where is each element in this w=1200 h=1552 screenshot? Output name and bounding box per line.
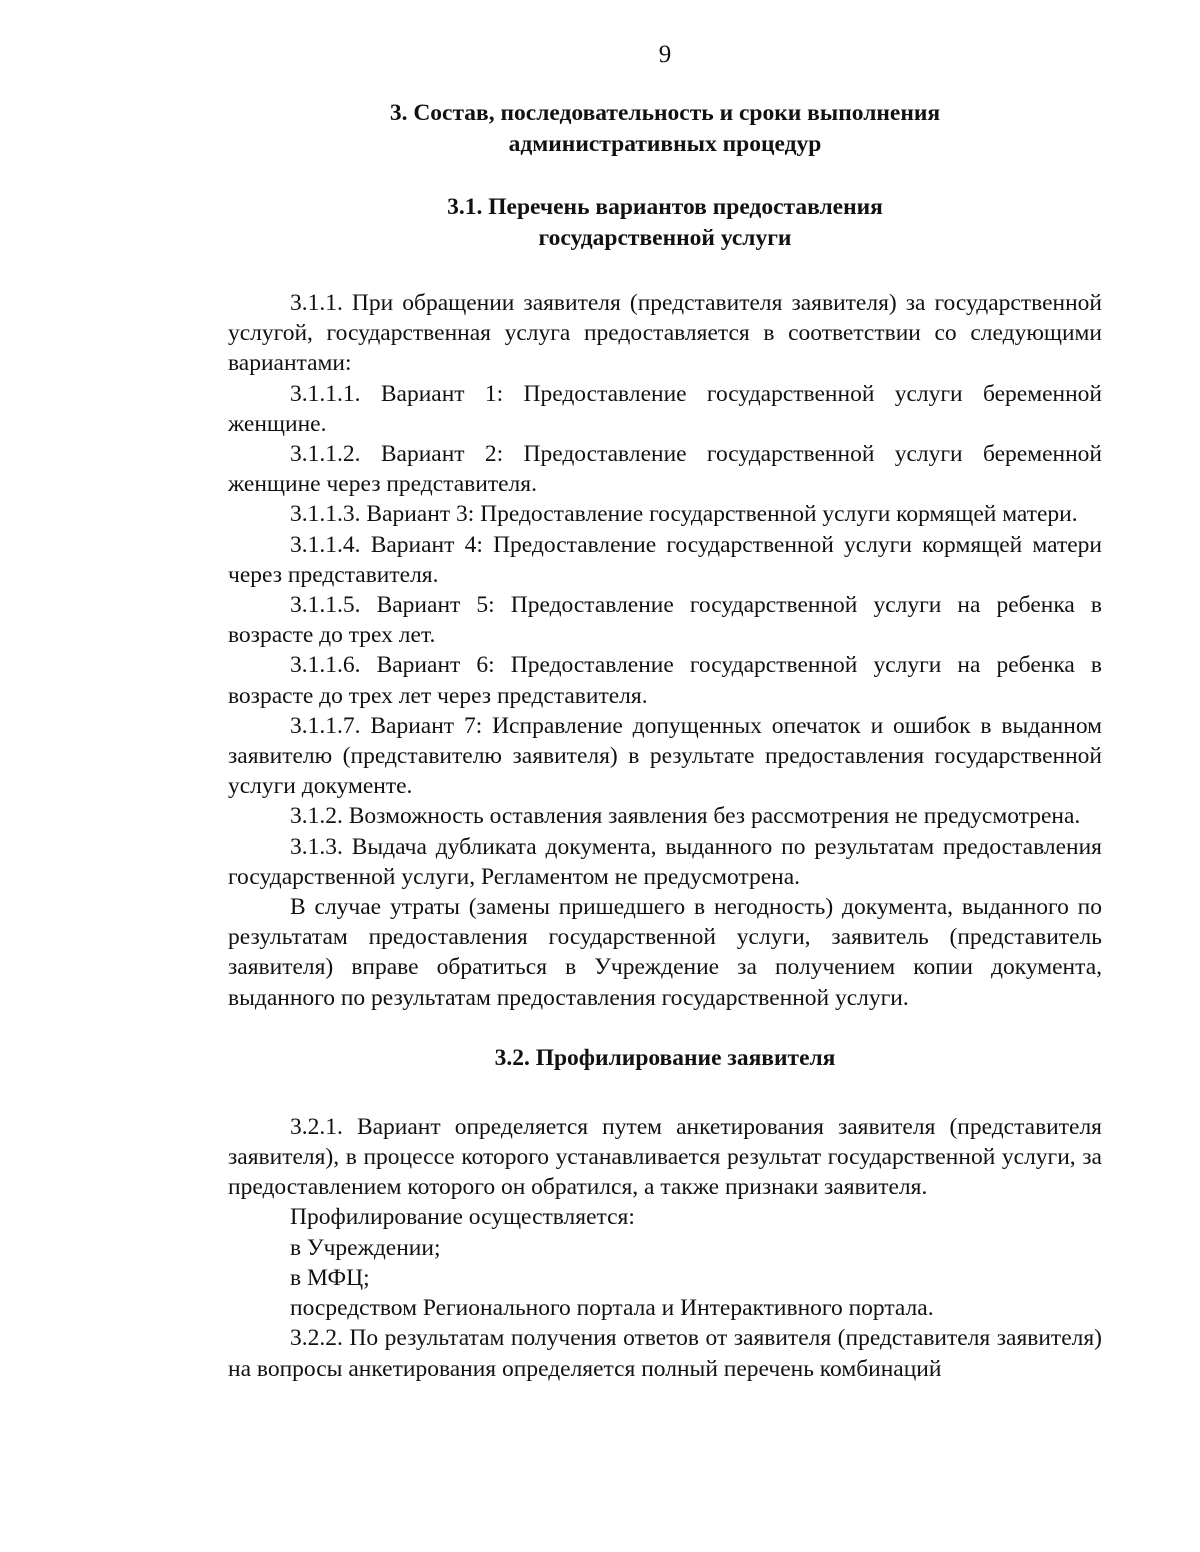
paragraph-variant-6: 3.1.1.6. Вариант 6: Предоставление государственной услуги на ребенка в возрасте до трех лет через представителя. <box>228 652 1102 709</box>
section-3-1-body <box>228 288 1102 1013</box>
subsection-heading-3-1-line1: 3.1. Перечень вариантов предоставления <box>447 194 883 220</box>
section-3-2-body <box>228 1112 1102 1384</box>
paragraph-3-2-1: 3.2.1. Вариант определяется путем анкетирования заявителя (представителя заявителя), в процессе которого устанавливается результат государственной услуги, за предоставлением которого он обратился, а также признаки заявителя. <box>228 1113 1102 1201</box>
paragraph-variant-2: 3.1.1.2. Вариант 2: Предоставление государственной услуги беременной женщине через представителя. <box>228 441 1102 498</box>
list-item-institution: в Учреждении; <box>290 1234 441 1261</box>
section-heading-3-line2: административных процедур <box>508 131 822 157</box>
paragraph-variant-4: 3.1.1.4. Вариант 4: Предоставление государственной услуги кормящей матери через представителя. <box>228 531 1102 588</box>
paragraph-3-2-2: 3.2.2. По результатам получения ответов от заявителя (представителя заявителя) на вопросы анкетирования определяется полный перечень комбинаций <box>228 1325 1102 1382</box>
subsection-heading-3-1 <box>228 192 1102 254</box>
paragraph-3-1-1: 3.1.1. При обращении заявителя (представителя заявителя) за государственной услугой, государственная услуга предоставляется в соответствии со следующими вариантами: <box>228 290 1102 377</box>
section-heading-3 <box>228 98 1102 160</box>
paragraph-profiling-intro: Профилирование осуществляется: <box>290 1204 635 1231</box>
paragraph-3-1-2: 3.1.2. Возможность оставления заявления без рассмотрения не предусмотрена. <box>290 803 1081 830</box>
document-page <box>228 40 1102 1384</box>
paragraph-loss-case: В случае утраты (замены пришедшего в негодность) документа, выданного по результатам предоставления государственной услуги, заявитель (представитель заявителя) вправе обратиться в Учреждение за получением копии документа, выданного по результатам предоставления государственной услуги. <box>228 894 1102 1011</box>
subsection-heading-3-1-line2: государственной услуги <box>538 225 792 251</box>
paragraph-variant-7: 3.1.1.7. Вариант 7: Исправление допущенных опечаток и ошибок в выданном заявителю (представителю заявителя) в результате предоставления государственной услуги документе. <box>228 712 1102 800</box>
paragraph-variant-5: 3.1.1.5. Вариант 5: Предоставление государственной услуги на ребенка в возрасте до трех лет. <box>228 592 1102 649</box>
list-item-mfc: в МФЦ; <box>290 1264 370 1291</box>
paragraph-variant-3: 3.1.1.3. Вариант 3: Предоставление государственной услуги кормящей матери. <box>290 501 1078 528</box>
page-number: 9 <box>658 41 672 68</box>
subsection-heading-3-2: 3.2. Профилирование заявителя <box>494 1044 836 1071</box>
list-item-portals: посредством Регионального портала и Интерактивного портала. <box>290 1295 934 1322</box>
paragraph-3-1-3: 3.1.3. Выдача дубликата документа, выданного по результатам предоставления государственной услуги, Регламентом не предусмотрена. <box>228 833 1102 890</box>
section-heading-3-line1: 3. Состав, последовательность и сроки выполнения <box>389 100 941 126</box>
paragraph-variant-1: 3.1.1.1. Вариант 1: Предоставление государственной услуги беременной женщине. <box>228 380 1102 437</box>
